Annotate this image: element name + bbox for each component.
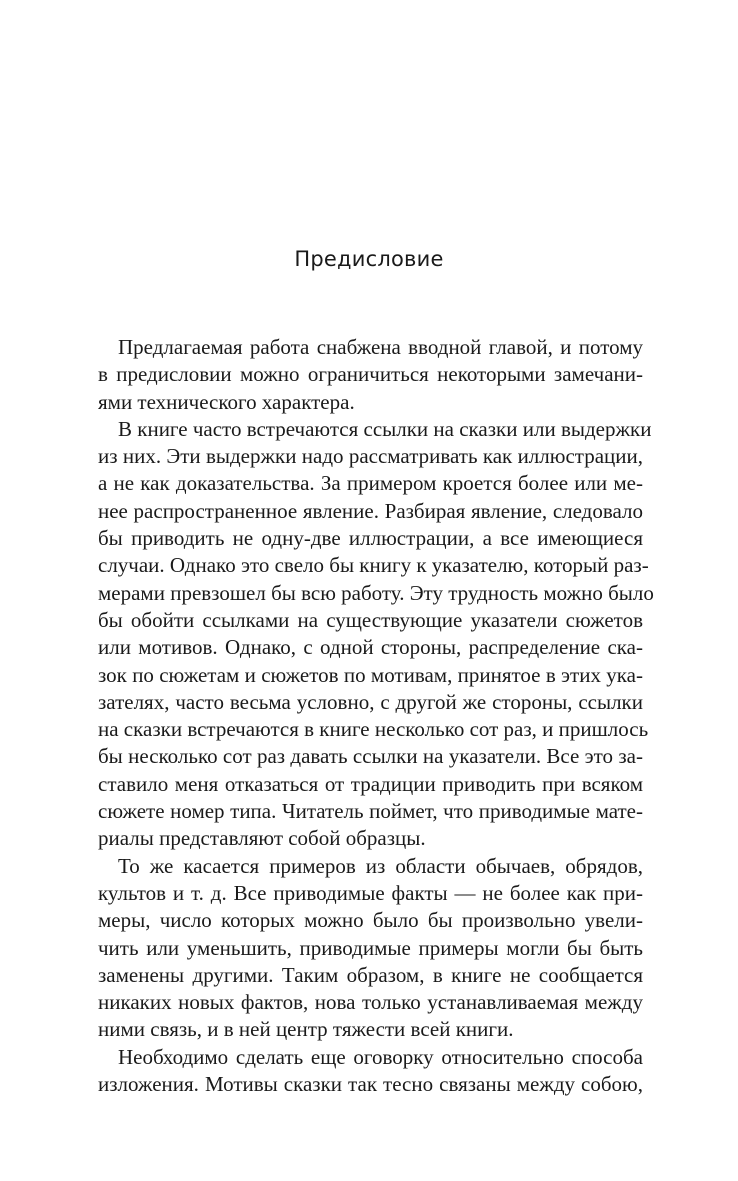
text-line: случаи. Однако это свело бы книгу к указателю, который раз- xyxy=(98,553,649,578)
text-line: бы приводить не одну-две иллюстрации, а все имеющиеся xyxy=(98,526,643,551)
text-line: а не как доказательства. За примером кроется более или ме- xyxy=(98,471,643,496)
text-line: меры, число которых можно было бы произвольно увели- xyxy=(98,908,643,933)
text-line: или мотивов. Однако, с одной стороны, распределение ска- xyxy=(98,635,643,660)
text-line: чить или уменьшить, приводимые примеры могли бы быть xyxy=(98,935,643,960)
text-line: заменены другими. Таким образом, в книге не сообщается xyxy=(98,962,643,987)
text-line: То же касается примеров из области обычаев, обрядов, xyxy=(118,853,643,878)
text-line: ними связь, и в ней центр тяжести всей книги. xyxy=(98,1017,514,1042)
paragraph xyxy=(98,416,654,853)
text-line: В книге часто встречаются ссылки на сказки или выдержки xyxy=(118,416,652,441)
text-line: зок по сюжетам и сюжетов по мотивам, принятое в этих ука- xyxy=(98,662,643,687)
text-line: Необходимо сделать еще оговорку относительно способа xyxy=(118,1044,643,1069)
text-line: бы обойти ссылками на существующие указатели сюжетов xyxy=(98,607,643,632)
paragraph xyxy=(98,1044,643,1099)
text-line: в предисловии можно ограничиться некоторыми замечани- xyxy=(98,362,643,387)
text-line: сюжете номер типа. Читатель поймет, что приводимые мате- xyxy=(98,799,643,824)
body-text xyxy=(98,334,654,1098)
text-line: ставило меня отказаться от традиции приводить при всяком xyxy=(98,771,643,796)
text-line: культов и т. д. Все приводимые факты — не более как при- xyxy=(98,880,643,905)
text-line: из них. Эти выдержки надо рассматривать как иллюстрации, xyxy=(98,444,643,469)
text-line: изложения. Мотивы сказки так тесно связаны между собою, xyxy=(98,1072,643,1097)
text-line: зателях, часто весьма условно, с другой же стороны, ссылки xyxy=(98,689,643,714)
text-line: на сказки встречаются в книге несколько сот раз, и пришлось xyxy=(98,717,649,742)
text-line: никаких новых фактов, нова только устанавливаемая между xyxy=(98,990,643,1015)
paragraph xyxy=(98,853,643,1044)
text-line: риалы представляют собой образцы. xyxy=(98,826,426,851)
text-line: Предлагаемая работа снабжена вводной главой, и потому xyxy=(118,335,643,359)
text-line: ями технического характера. xyxy=(98,389,355,414)
paragraph xyxy=(98,334,643,416)
text-line: нее распространенное явление. Разбирая явление, следовало xyxy=(98,498,643,523)
text-line: мерами превзошел бы всю работу. Эту трудность можно было xyxy=(98,580,654,605)
text-line: бы несколько сот раз давать ссылки на указатели. Все это за- xyxy=(98,744,643,769)
page-title: Предисловие xyxy=(294,247,444,271)
